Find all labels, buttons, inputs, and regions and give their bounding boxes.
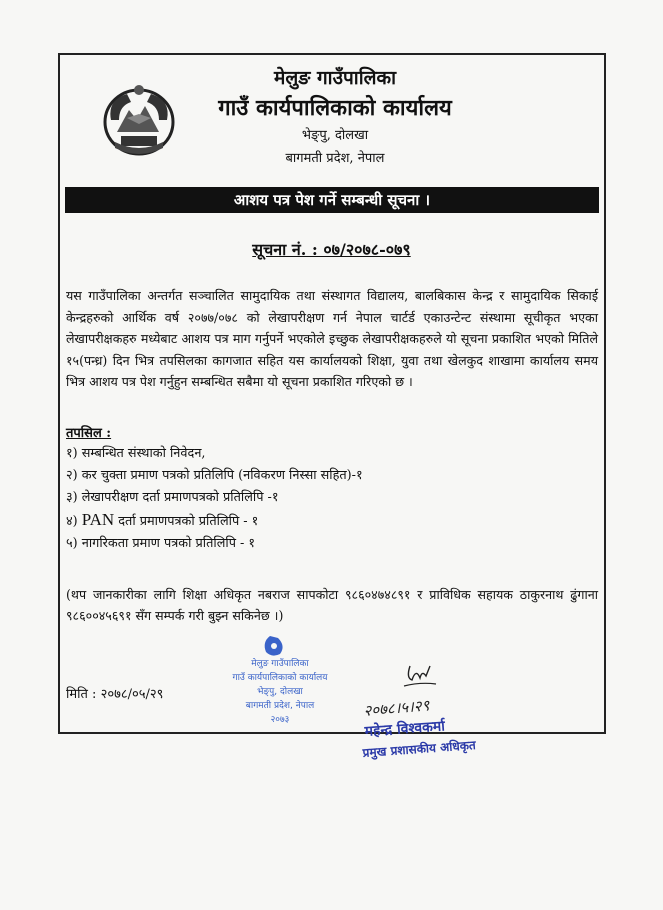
stamp-line2: गाउँ कार्यपालिकाको कार्यालय bbox=[232, 673, 328, 683]
pan-label: PAN bbox=[81, 510, 115, 529]
notice-number bbox=[0, 238, 663, 260]
notice-body: यस गाउँपालिका अन्तर्गत सञ्चालित सामुदायिक तथा संस्थागत विद्यालय, बालबिकास केन्द्र र सामुदायिक सिकाई केन्द्रहरुको आर्थिक वर्ष २०७७/०७८ को लेखापरीक्षण गर्न नेपाल चार्टर्ड एकाउन्टेन्ट संस्थामा सूचीकृत भएका लेखापरीक्षकहरु मध्येबाट आशय पत्र माग गर्नुपर्ने भएकोले इच्छुक लेखापरीक्षकहरुले यो सूचना प्रकाशित भएको मितिले १५(पन्ध्र) दिन भित्र तपसिलका कागजात सहित यस कार्यालयको शिक्षा, युवा तथा खेलकुद शाखामा कार्यालय समय भित्र आशय पत्र पेश गर्नुहुन सम्बन्धित सबैमा यो सूचना प्रकाशित गरिएको छ । bbox=[66, 288, 598, 389]
office-address: भेङ्पु, दोलखा bbox=[301, 128, 369, 143]
annex-item-number: ४) bbox=[66, 514, 82, 529]
annex-title: तपसिल : bbox=[66, 426, 112, 441]
annex-item: २) कर चुक्ता प्रमाण पत्रको प्रतिलिपि (नविकरण निस्सा सहित)-१ bbox=[66, 468, 363, 483]
contact-note: (थप जानकारीका लागि शिक्षा अधिकृत नबराज सापकोटा ९८६०४७४८९१ र प्राविधिक सहायक ठाकुरनाथ ढुंगाना ९८६००४५६९१ सँग सम्पर्क गरी बुझ्न सकिनेछ ।) bbox=[66, 587, 598, 623]
annex-item: १) सम्बन्धित संस्थाको निवेदन, bbox=[66, 446, 206, 461]
province-name: बागमती प्रदेश, नेपाल bbox=[285, 151, 385, 166]
annex-list bbox=[66, 443, 363, 555]
stamp-line1: मेलुङ गाउँपालिका bbox=[251, 659, 309, 669]
stamp-line3: भेङ्पु, दोलखा bbox=[257, 687, 303, 697]
annex-item: ५) नागरिकता प्रमाण पत्रको प्रतिलिपि - १ bbox=[66, 536, 256, 551]
issue-date: मिति : २०७८/०५/२९ bbox=[66, 687, 164, 702]
office-name: गाउँ कार्यपालिकाको कार्यालय bbox=[218, 95, 452, 121]
annex-item: ३) लेखापरीक्षण दर्ता प्रमाणपत्रको प्रतिलिपि -१ bbox=[66, 490, 279, 505]
annex-item bbox=[66, 509, 363, 533]
municipality-name: मेलुङ गाउँपालिका bbox=[273, 67, 397, 89]
signature-date: २०७८।५।२९ bbox=[362, 696, 431, 720]
notice-number-text: सूचना नं. : ०७/२०७८-०७९ bbox=[252, 240, 411, 259]
signatory-name: महेन्द्र विश्वकर्मा bbox=[364, 718, 446, 740]
signatory-title: प्रमुख प्रशासकीय अधिकृत bbox=[362, 738, 477, 760]
notice-subject-banner: आशय पत्र पेश गर्ने सम्बन्धी सूचना । bbox=[65, 187, 599, 213]
stamp-line4: बागमती प्रदेश, नेपाल bbox=[245, 701, 315, 711]
office-stamp-icon bbox=[212, 630, 347, 730]
stamp-line5: २०७३ bbox=[270, 715, 290, 725]
annex-item-text: दर्ता प्रमाणपत्रको प्रतिलिपि - १ bbox=[114, 514, 259, 529]
